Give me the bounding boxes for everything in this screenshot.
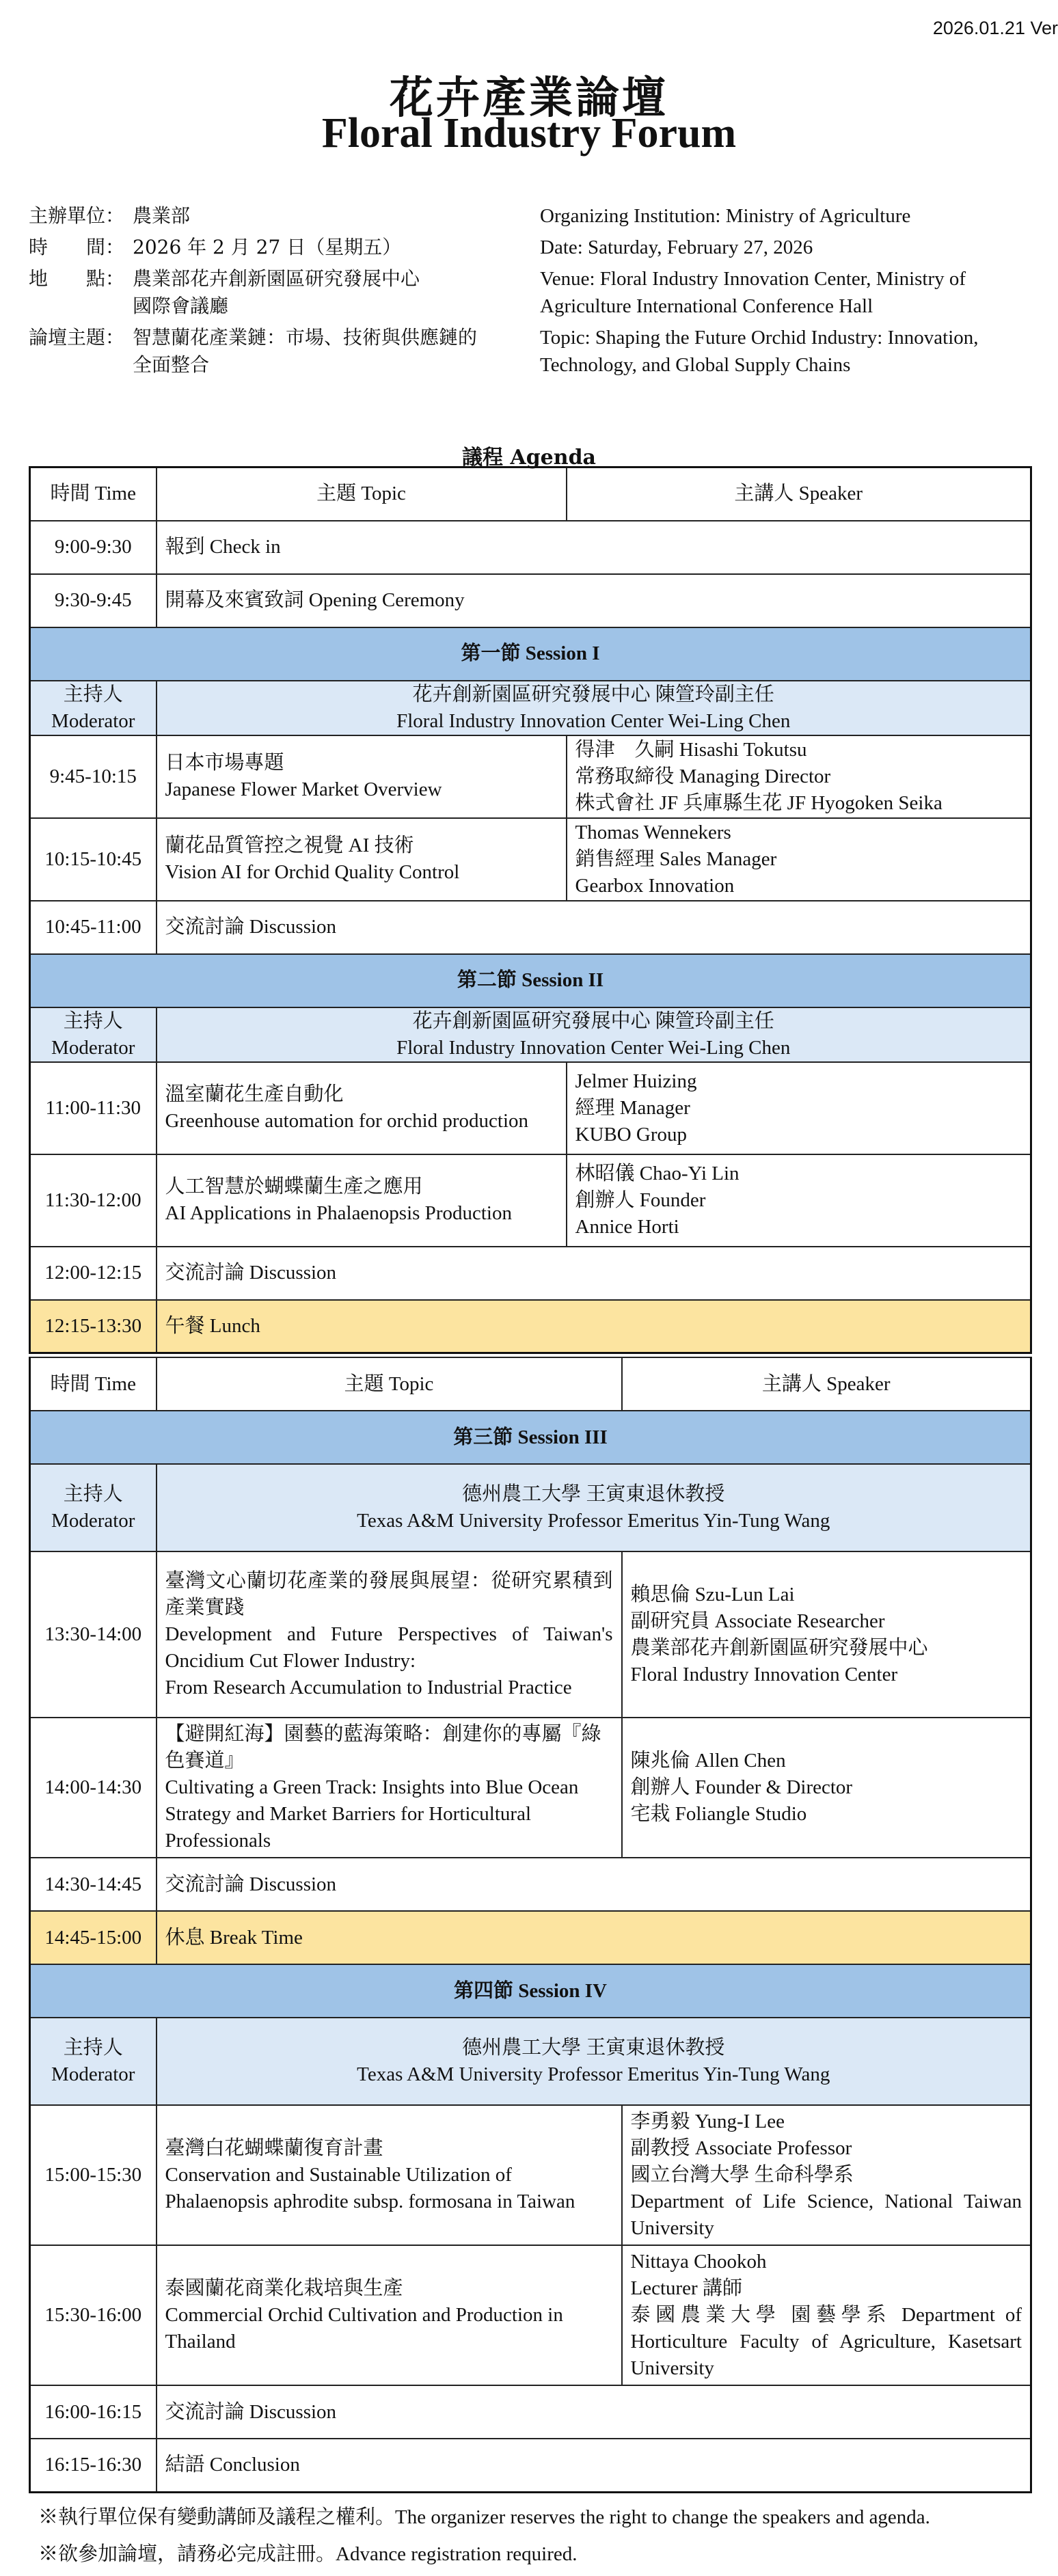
moderator-name	[157, 2018, 1031, 2105]
row-text: 交流討論 Discussion	[157, 901, 1031, 954]
topic-zh: 蘭花品質管控之視覺 AI 技術	[165, 835, 414, 856]
moderator-zh: 德州農工大學 王寅東退休教授	[462, 2037, 725, 2059]
talk-speaker	[622, 2245, 1031, 2385]
discussion-row	[30, 1247, 1031, 1300]
table-row	[30, 521, 1031, 574]
topic-zh: 臺灣文心蘭切花產業的發展與展望：從研究累積到產業實踐	[165, 1570, 613, 1618]
speaker-org-en: Department of Life Science, National Taiwan University	[630, 2191, 1022, 2239]
speaker-name: 陳兆倫 Allen Chen	[630, 1750, 786, 1772]
talk-row	[30, 1551, 1031, 1718]
table-header-row	[30, 467, 1031, 521]
speaker-org-en: Floral Industry Innovation Center	[630, 1663, 898, 1685]
row-text: 交流討論 Discussion	[157, 1858, 1031, 1911]
row-text: 午餐 Lunch	[157, 1300, 1031, 1353]
topic-en: Greenhouse automation for orchid production	[165, 1110, 529, 1132]
talk-speaker	[622, 1718, 1031, 1858]
table-header-row	[30, 1357, 1031, 1411]
moderator-label-zh: 主持人	[63, 1483, 123, 1505]
speaker-org: 泰國農業大學 園藝學系 Department of Horticulture Faculty of Agriculture, Kasetsart University	[630, 2304, 1022, 2379]
row-text: 交流討論 Discussion	[157, 1247, 1031, 1300]
talk-time: 13:30-14:00	[30, 1551, 157, 1718]
moderator-row	[30, 1464, 1031, 1551]
header-topic: 主題 Topic	[157, 1357, 622, 1411]
speaker-title: 銷售經理 Sales Manager	[575, 848, 777, 870]
row-time: 9:30-9:45	[30, 574, 157, 627]
row-time: 14:45-15:00	[30, 1911, 157, 1964]
lunch-row	[30, 1300, 1031, 1353]
speaker-name: 得津 久嗣 Hisashi Tokutsu	[575, 738, 807, 761]
version-label: 2026.01.21 Ver	[932, 18, 1058, 38]
talk-speaker	[622, 2105, 1031, 2245]
speaker-org: KUBO Group	[575, 1123, 688, 1145]
speaker-name: Thomas Wennekers	[575, 821, 731, 843]
speaker-title: Lecturer 講師	[630, 2277, 742, 2299]
info-topic-zh	[29, 324, 521, 379]
session-title: 第二節 Session II	[30, 954, 1031, 1007]
speaker-name: 林昭儀 Chao-Yi Lin	[575, 1162, 740, 1184]
info-venue-zh	[29, 265, 521, 320]
moderator-zh: 花卉創新園區研究發展中心 陳箮玲副主任	[412, 1009, 774, 1032]
talk-row	[30, 1154, 1031, 1247]
talk-row	[30, 1062, 1031, 1154]
title-english: Floral Industry Forum	[321, 110, 737, 157]
header-topic: 主題 Topic	[157, 467, 567, 521]
speaker-name: Nittaya Chookoh	[630, 2251, 767, 2273]
talk-topic	[157, 1718, 622, 1858]
info-label: 主辦單位：	[29, 204, 125, 227]
table-row	[30, 574, 1031, 627]
topic-en: Commercial Orchid Cultivation and Production in Thailand	[165, 2304, 563, 2353]
moderator-row	[30, 2018, 1031, 2105]
info-value: 農業部	[133, 204, 191, 227]
row-text: 結語 Conclusion	[157, 2439, 1031, 2492]
topic-zh: 臺灣白花蝴蝶蘭復育計畫	[165, 2137, 383, 2159]
speaker-org: Annice Horti	[575, 1215, 679, 1238]
info-value: 國際會議廳	[133, 295, 229, 317]
info-value: 全面整合	[133, 353, 210, 376]
moderator-label-en: Moderator	[51, 709, 135, 732]
moderator-label-zh: 主持人	[63, 683, 123, 705]
topic-en: Development and Future Perspectives of Taiwan's Oncidium Cut Flower Industry:	[165, 1623, 613, 1672]
talk-topic	[157, 1062, 567, 1154]
speaker-title: 副研究員 Associate Researcher	[630, 1610, 885, 1632]
talk-topic	[157, 1551, 622, 1718]
talk-time: 11:00-11:30	[30, 1062, 157, 1154]
speaker-title: 經理 Manager	[575, 1096, 690, 1119]
discussion-row	[30, 2385, 1031, 2439]
speaker-name: Jelmer Huizing	[575, 1070, 697, 1092]
topic-zh: 人工智慧於蝴蝶蘭生產之應用	[165, 1176, 423, 1197]
header-time: 時間 Time	[30, 1357, 157, 1411]
topic-zh: 日本市場專題	[165, 752, 284, 774]
row-text: 交流討論 Discussion	[157, 2385, 1031, 2439]
session-header	[30, 627, 1031, 681]
talk-time: 9:45-10:15	[30, 735, 157, 818]
talk-speaker	[567, 1154, 1031, 1247]
topic-en: Vision AI for Orchid Quality Control	[165, 861, 460, 883]
info-english	[540, 202, 1039, 379]
speaker-name: 賴思倫 Szu-Lun Lai	[630, 1583, 795, 1605]
moderator-en: Texas A&M University Professor Emeritus Yin-Tung Wang	[357, 2063, 830, 2085]
talk-speaker	[567, 818, 1031, 901]
info-value: 農業部花卉創新園區研究發展中心	[133, 267, 420, 290]
info-label: 時 間：	[29, 236, 125, 258]
topic-en-cont: From Research Accumulation to Industrial Practice	[165, 1677, 572, 1698]
info-date-zh	[29, 234, 521, 261]
topic-en: Japanese Flower Market Overview	[165, 778, 442, 800]
moderator-label	[30, 1007, 157, 1062]
moderator-row	[30, 1007, 1031, 1062]
moderator-zh: 德州農工大學 王寅東退休教授	[462, 1483, 725, 1505]
row-time: 16:15-16:30	[30, 2439, 157, 2492]
row-time: 14:30-14:45	[30, 1858, 157, 1911]
agenda-table-afternoon	[29, 1357, 1032, 2493]
session-header	[30, 954, 1031, 1007]
info-label: 論壇主題：	[29, 326, 125, 349]
discussion-row	[30, 1858, 1031, 1911]
topic-en: Conservation and Sustainable Utilization of Phalaenopsis aphrodite subsp. formosana in Taiwan	[165, 2164, 575, 2212]
topic-zh: 泰國蘭花商業化栽培與生產	[165, 2277, 403, 2299]
note-organizer-rights: ※執行單位保有變動講師及議程之權利。The organizer reserves the right to change the speakers and agenda.	[38, 2506, 930, 2528]
moderator-zh: 花卉創新園區研究發展中心 陳箮玲副主任	[412, 683, 774, 705]
break-row	[30, 1911, 1031, 1964]
moderator-row	[30, 681, 1031, 735]
header-speaker: 主講人 Speaker	[567, 467, 1031, 521]
talk-topic	[157, 2245, 622, 2385]
moderator-label-zh: 主持人	[63, 2037, 123, 2059]
info-value: 2026 年 2 月 27 日（星期五）	[133, 236, 402, 258]
moderator-name	[157, 1464, 1031, 1551]
talk-speaker	[622, 1551, 1031, 1718]
talk-time: 15:30-16:00	[30, 2245, 157, 2385]
moderator-en: Floral Industry Innovation Center Wei-Ling Chen	[396, 709, 791, 732]
speaker-name: 李勇毅 Yung-I Lee	[630, 2111, 785, 2132]
discussion-row	[30, 901, 1031, 954]
talk-time: 15:00-15:30	[30, 2105, 157, 2245]
row-time: 12:00-12:15	[30, 1247, 157, 1300]
topic-en: AI Applications in Phalaenopsis Production	[165, 1202, 512, 1224]
speaker-title: 創辦人 Founder & Director	[630, 1776, 853, 1798]
info-chinese	[29, 202, 521, 379]
talk-row	[30, 2245, 1031, 2385]
talk-row	[30, 735, 1031, 818]
moderator-label	[30, 681, 157, 735]
row-time: 9:00-9:30	[30, 521, 157, 574]
talk-topic	[157, 818, 567, 901]
info-value: 智慧蘭花產業鏈：市場、技術與供應鏈的	[133, 326, 478, 349]
talk-time: 10:15-10:45	[30, 818, 157, 901]
row-time: 10:45-11:00	[30, 901, 157, 954]
agenda-table	[29, 466, 1032, 1354]
moderator-label-zh: 主持人	[63, 1009, 123, 1032]
info-venue-en: Venue: Floral Industry Innovation Center, Ministry of Agriculture International Conference Hall	[540, 268, 966, 317]
moderator-name	[157, 681, 1031, 735]
talk-row	[30, 2105, 1031, 2245]
talk-topic	[157, 1154, 567, 1247]
info-organizer-zh	[29, 202, 521, 230]
topic-en: Cultivating a Green Track: Insights into Blue Ocean Strategy and Market Barriers for Horticultural Professionals	[165, 1776, 579, 1852]
row-time: 12:15-13:30	[30, 1300, 157, 1353]
moderator-en: Texas A&M University Professor Emeritus Yin-Tung Wang	[357, 1510, 830, 1532]
moderator-label-en: Moderator	[51, 1510, 135, 1532]
title-chinese: 花卉產業論壇	[390, 72, 668, 124]
talk-time: 14:00-14:30	[30, 1718, 157, 1858]
talk-row	[30, 818, 1031, 901]
moderator-en: Floral Industry Innovation Center Wei-Ling Chen	[396, 1036, 791, 1059]
speaker-org: 宅栽 Foliangle Studio	[630, 1803, 807, 1825]
note-registration: ※欲參加論壇，請務必完成註冊。Advance registration required.	[38, 2543, 578, 2565]
talk-topic	[157, 735, 567, 818]
session-title: 第三節 Session III	[30, 1411, 1031, 1464]
speaker-title: 副教授 Associate Professor	[630, 2137, 852, 2159]
talk-row	[30, 1718, 1031, 1858]
topic-zh: 【避開紅海】園藝的藍海策略：創建你的專屬『綠色賽道』	[165, 1723, 601, 1772]
session-header	[30, 1411, 1031, 1464]
speaker-title: 常務取締役 Managing Director	[575, 765, 831, 787]
moderator-label-en: Moderator	[51, 1036, 135, 1059]
moderator-label	[30, 2018, 157, 2105]
header-time: 時間 Time	[30, 467, 157, 521]
row-text: 報到 Check in	[157, 521, 1031, 574]
talk-speaker	[567, 735, 1031, 818]
speaker-org: 株式會社 JF 兵庫縣生花 JF Hyogoken Seika	[575, 791, 942, 814]
moderator-label	[30, 1464, 157, 1551]
session-title: 第一節 Session I	[30, 627, 1031, 681]
info-label: 地 點：	[29, 267, 125, 290]
moderator-label-en: Moderator	[51, 2063, 135, 2085]
talk-speaker	[567, 1062, 1031, 1154]
talk-topic	[157, 2105, 622, 2245]
speaker-org-zh: 國立台灣大學 生命科學系	[630, 2164, 854, 2186]
conclusion-row	[30, 2439, 1031, 2492]
agenda-caption: 議程 Agenda	[461, 446, 596, 470]
info-organizer-en: Organizing Institution: Ministry of Agriculture	[540, 205, 911, 227]
info-date-en: Date: Saturday, February 27, 2026	[540, 236, 813, 258]
row-time: 16:00-16:15	[30, 2385, 157, 2439]
session-header	[30, 1964, 1031, 2018]
speaker-org-zh: 農業部花卉創新園區研究發展中心	[630, 1636, 928, 1659]
topic-zh: 溫室蘭花生產自動化	[165, 1083, 344, 1105]
speaker-title: 創辦人 Founder	[575, 1189, 706, 1211]
row-text: 休息 Break Time	[157, 1911, 1031, 1964]
info-topic-en: Topic: Shaping the Future Orchid Industry: Innovation, Technology, and Global Supply Chains	[540, 327, 979, 376]
row-text: 開幕及來賓致詞 Opening Ceremony	[157, 574, 1031, 627]
session-title: 第四節 Session IV	[30, 1964, 1031, 2018]
header-speaker: 主講人 Speaker	[622, 1357, 1031, 1411]
speaker-org: Gearbox Innovation	[575, 874, 735, 897]
talk-time: 11:30-12:00	[30, 1154, 157, 1247]
moderator-name	[157, 1007, 1031, 1062]
